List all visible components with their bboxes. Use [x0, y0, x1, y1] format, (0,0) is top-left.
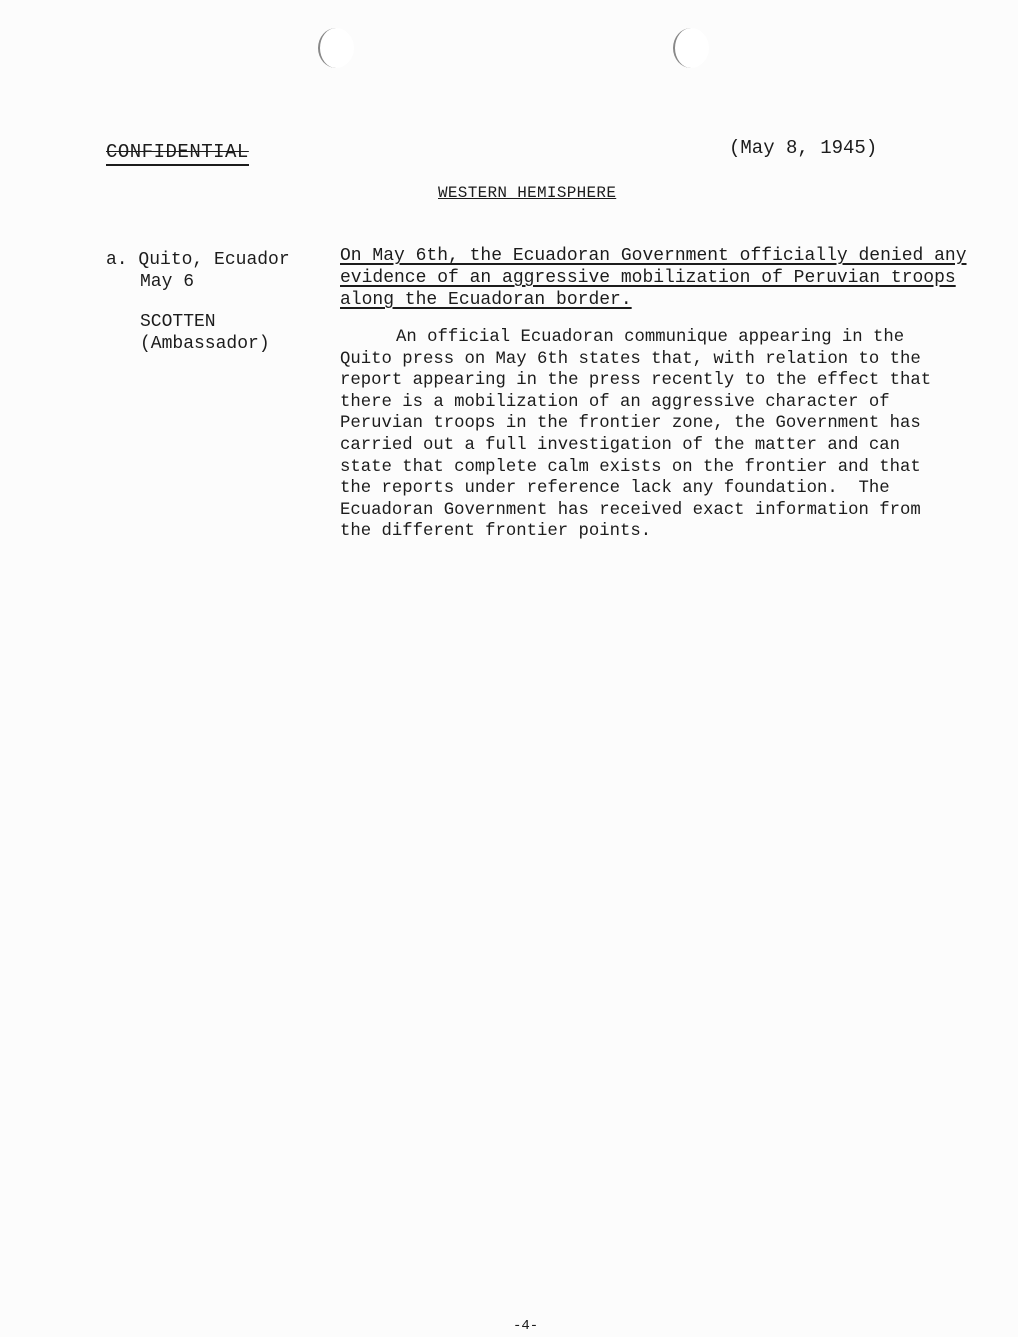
item-author-title: (Ambassador) [140, 334, 270, 354]
body-line: Ecuadoran Government has received exact information from [340, 500, 921, 520]
item-date: May 6 [140, 272, 195, 292]
summary-line: along the Ecuadoran border. [340, 290, 632, 310]
body-line: carried out a full investigation of the matter and can [340, 435, 901, 455]
item-author-name: SCOTTEN [140, 312, 216, 332]
punch-hole-right [673, 28, 709, 68]
item-location: Quito, Ecuador [138, 250, 290, 270]
body-line: there is a mobilization of an aggressive character of [340, 392, 890, 412]
body-line: Peruvian troops in the frontier zone, the Government has [340, 414, 921, 434]
item-meta [106, 249, 316, 355]
classification-mark: CONFIDENTIAL [106, 141, 249, 166]
body-line: An official Ecuadoran communique appearing in the [396, 328, 905, 347]
body-line: report appearing in the press recently to the effect that [340, 371, 932, 391]
body-line: the different frontier points. [340, 522, 652, 542]
document-date: (May 8, 1945) [729, 137, 878, 159]
page-number: -4- [513, 1318, 539, 1334]
body-line: Quito press on May 6th states that, with relation to the [340, 349, 921, 369]
body-paragraph [340, 327, 970, 543]
section-heading: WESTERN HEMISPHERE [438, 184, 617, 202]
summary-line: evidence of an aggressive mobilization of Peruvian troops [340, 268, 956, 288]
body-line: the reports under reference lack any foundation. The [340, 479, 890, 499]
item-body [340, 245, 970, 543]
item-marker: a. [106, 250, 128, 270]
summary [340, 245, 970, 311]
summary-line: On May 6th, the Ecuadoran Government officially denied any [340, 246, 967, 266]
item-location-line [106, 249, 316, 271]
punch-hole-left [318, 28, 354, 68]
body-line: state that complete calm exists on the frontier and that [340, 457, 921, 477]
